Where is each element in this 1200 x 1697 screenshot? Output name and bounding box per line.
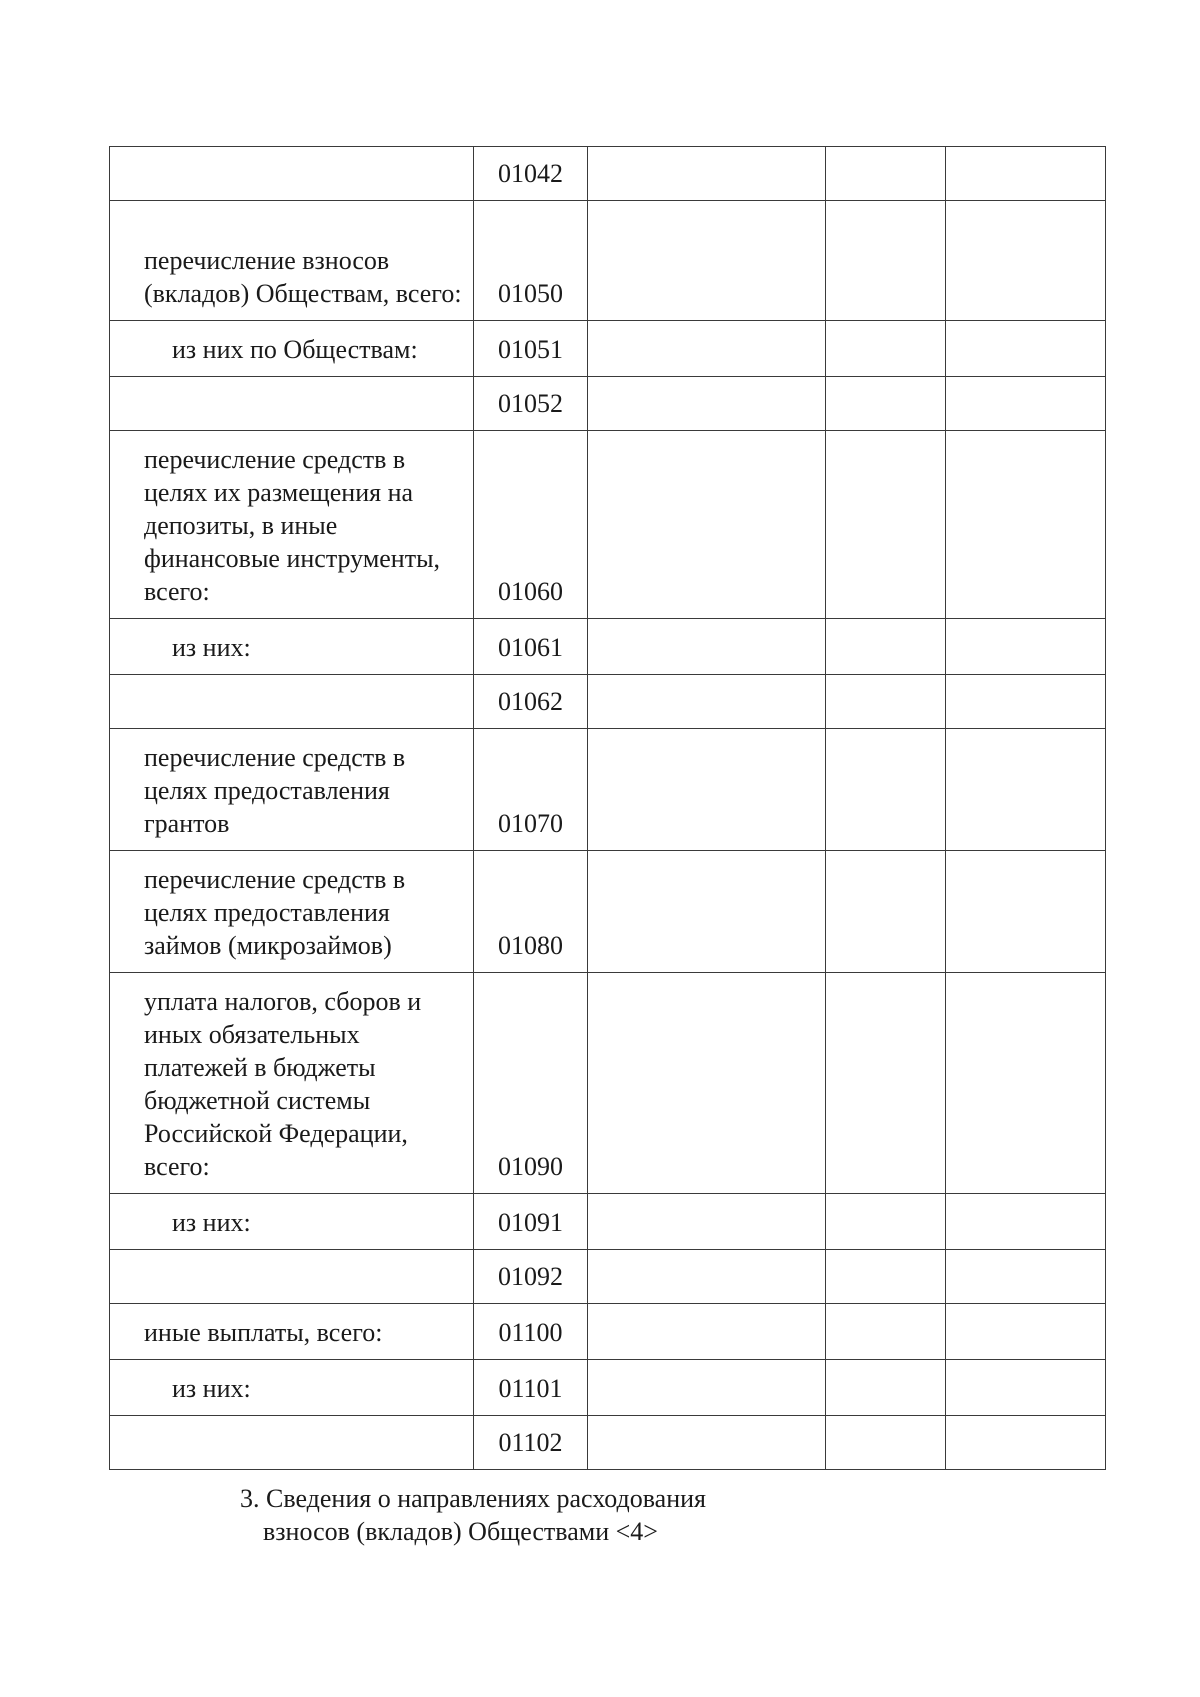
row-code-cell: 01102 [474, 1416, 588, 1470]
row-code-cell: 01070 [474, 729, 588, 851]
value-cell [826, 1416, 946, 1470]
row-name-cell [110, 675, 474, 729]
value-cell [946, 619, 1106, 675]
row-name-cell: перечисление средств в целях предоставления грантов [110, 729, 474, 851]
row-code-cell: 01092 [474, 1250, 588, 1304]
value-cell [946, 1304, 1106, 1360]
value-cell [826, 619, 946, 675]
value-cell [588, 201, 826, 321]
value-cell [946, 675, 1106, 729]
row-code-cell: 01060 [474, 431, 588, 619]
row-code-cell: 01080 [474, 851, 588, 973]
value-cell [946, 147, 1106, 201]
value-cell [826, 1304, 946, 1360]
table-row [110, 973, 1106, 1194]
value-cell [588, 1360, 826, 1416]
value-cell [588, 619, 826, 675]
row-code-cell: 01062 [474, 675, 588, 729]
row-code-cell: 01091 [474, 1194, 588, 1250]
value-cell [946, 851, 1106, 973]
table-row [110, 1304, 1106, 1360]
value-cell [588, 377, 826, 431]
value-cell [826, 147, 946, 201]
value-cell [588, 1304, 826, 1360]
table-row [110, 851, 1106, 973]
row-name-cell: из них: [110, 1194, 474, 1250]
value-cell [826, 675, 946, 729]
value-cell [588, 973, 826, 1194]
value-cell [946, 1416, 1106, 1470]
table-row [110, 147, 1106, 201]
section-heading-line1: 3. Сведения о направлениях расходования [240, 1484, 707, 1513]
value-cell [946, 201, 1106, 321]
row-name-cell [110, 1250, 474, 1304]
value-cell [588, 147, 826, 201]
value-cell [826, 729, 946, 851]
row-code-cell: 01100 [474, 1304, 588, 1360]
value-cell [588, 1250, 826, 1304]
row-name-cell [110, 147, 474, 201]
table-row [110, 377, 1106, 431]
row-name-cell: иные выплаты, всего: [110, 1304, 474, 1360]
value-cell [946, 729, 1106, 851]
value-cell [946, 431, 1106, 619]
table-row [110, 1250, 1106, 1304]
row-code-cell: 01051 [474, 321, 588, 377]
row-code-cell: 01090 [474, 973, 588, 1194]
row-name-cell [110, 377, 474, 431]
table-row [110, 675, 1106, 729]
value-cell [946, 321, 1106, 377]
report-table [109, 146, 1106, 1470]
value-cell [588, 675, 826, 729]
table-row [110, 1194, 1106, 1250]
value-cell [826, 1360, 946, 1416]
row-name-cell: уплата налогов, сборов и иных обязательных платежей в бюджеты бюджетной системы Российской Федерации, всего: [110, 973, 474, 1194]
row-code-cell: 01042 [474, 147, 588, 201]
value-cell [588, 1194, 826, 1250]
value-cell [826, 321, 946, 377]
value-cell [826, 1250, 946, 1304]
value-cell [946, 1194, 1106, 1250]
row-code-cell: 01101 [474, 1360, 588, 1416]
section-heading [240, 1482, 706, 1548]
report-table-body [110, 147, 1106, 1470]
table-row [110, 1360, 1106, 1416]
value-cell [588, 321, 826, 377]
table-row [110, 431, 1106, 619]
table-row [110, 1416, 1106, 1470]
value-cell [826, 973, 946, 1194]
value-cell [588, 431, 826, 619]
value-cell [588, 729, 826, 851]
section-heading-line2: взносов (вкладов) Обществами <4> [263, 1517, 658, 1546]
value-cell [946, 1250, 1106, 1304]
value-cell [946, 1360, 1106, 1416]
value-cell [826, 431, 946, 619]
value-cell [826, 1194, 946, 1250]
row-name-cell: из них: [110, 1360, 474, 1416]
row-name-cell: перечисление средств в целях предоставления займов (микрозаймов) [110, 851, 474, 973]
value-cell [826, 377, 946, 431]
row-code-cell: 01061 [474, 619, 588, 675]
row-code-cell: 01050 [474, 201, 588, 321]
value-cell [826, 201, 946, 321]
table-row [110, 321, 1106, 377]
row-name-cell: перечисление взносов (вкладов) Обществам, всего: [110, 201, 474, 321]
row-name-cell [110, 1416, 474, 1470]
value-cell [588, 851, 826, 973]
value-cell [946, 377, 1106, 431]
value-cell [826, 851, 946, 973]
row-name-cell: из них по Обществам: [110, 321, 474, 377]
table-row [110, 619, 1106, 675]
row-name-cell: перечисление средств в целях их размещения на депозиты, в иные финансовые инструменты, всего: [110, 431, 474, 619]
table-row [110, 729, 1106, 851]
value-cell [946, 973, 1106, 1194]
row-code-cell: 01052 [474, 377, 588, 431]
value-cell [588, 1416, 826, 1470]
row-name-cell: из них: [110, 619, 474, 675]
table-row [110, 201, 1106, 321]
